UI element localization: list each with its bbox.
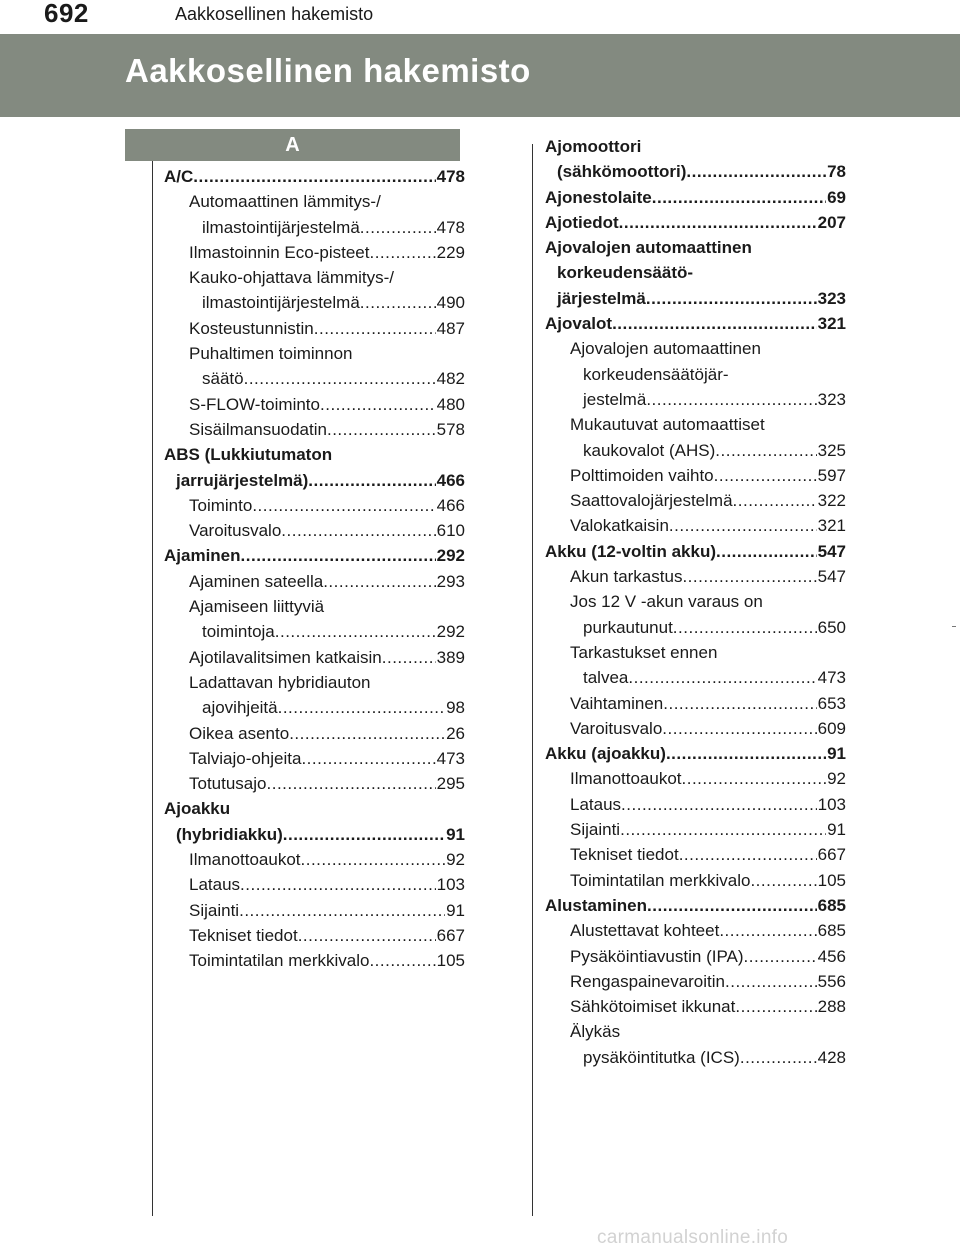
index-entry-label: Kosteustunnistin [189,318,314,338]
dot-leader [619,210,817,235]
dot-leader [621,792,817,817]
index-entry-page: 292 [436,622,465,642]
index-entry-label: Valokatkaisin [570,516,669,536]
index-entry-label: Ajoakku [164,799,231,819]
page-header [0,0,960,34]
index-column-2 [545,134,846,1070]
dot-leader [646,387,816,412]
index-entry-page: 428 [817,1047,846,1067]
dot-leader [666,741,826,766]
index-entry [545,159,846,184]
index-entry-label: Vaihtaminen [570,693,664,713]
index-entry-page: 556 [817,971,846,991]
index-entry [545,488,846,513]
index-entry-label: talvea [583,668,629,688]
index-entry-label: ABS (Lukkiutumaton [164,445,333,465]
index-entry-label: Toiminto [189,495,253,515]
index-entry [164,898,465,923]
index-entry-page: 292 [436,546,465,566]
index-entry [545,513,846,538]
index-entry [164,442,465,467]
index-entry-label: Sisäilmansuodatin [189,419,327,439]
index-entry-label: Alustettavat kohteet [570,921,720,941]
index-entry-label: Ladattavan hybridiauton [189,672,371,692]
index-entry [164,493,465,518]
index-entry [545,766,846,791]
index-entry [545,944,846,969]
index-entry-page: 91 [827,820,846,840]
dot-leader [682,564,816,589]
index-entry-label: S-FLOW-toiminto [189,394,320,414]
index-entry-label: Lataus [570,794,622,814]
dot-leader [323,569,435,594]
index-entry-page: 92 [827,769,846,789]
index-entry-page: 321 [817,516,846,536]
index-entry [545,311,846,336]
index-entry [164,771,465,796]
page-title: Aakkosellinen hakemisto [125,52,531,89]
index-entry-page: 323 [817,389,846,409]
index-entry [545,412,846,437]
index-entry-label: Ajomoottori [545,137,642,156]
index-entry [164,341,465,366]
index-entry [545,969,846,994]
index-entry-page: 466 [436,495,465,515]
index-entry [164,822,465,847]
index-entry [545,868,846,893]
index-entry-page: 92 [446,850,465,870]
index-entry [545,817,846,842]
index-entry [164,670,465,695]
index-entry [164,695,465,720]
index-entry-label: Ajamiseen liittyviä [189,597,325,617]
dot-leader [289,721,445,746]
index-entry [164,645,465,670]
index-entry-page: 91 [827,744,846,764]
index-entry-label: Alustaminen [545,895,648,915]
index-entry [545,665,846,690]
dot-leader [612,311,817,336]
index-entry [545,539,846,564]
dot-leader [267,771,436,796]
index-entry-page: 98 [446,698,465,718]
index-entry-label: Tekniset tiedot [570,845,679,865]
index-entry [164,518,465,543]
index-entry [164,619,465,644]
index-entry [164,746,465,771]
index-entry-label: purkautunut [583,617,673,637]
index-entry-label: ilmastointijärjestelmä [202,217,360,237]
index-entry [545,336,846,361]
index-entry-page: 650 [817,617,846,637]
index-entry-label: Lataus [189,875,241,895]
dot-leader [320,392,436,417]
index-entry-page: 482 [436,369,465,389]
index-entry-label: Talviajo-ohjeita [189,748,302,768]
dot-leader [382,645,436,670]
index-entry [164,594,465,619]
index-entry-label: Toimintatilan merkkivalo [570,870,751,890]
index-entry-page: 207 [817,212,846,232]
index-entry [545,286,846,311]
index-entry [164,189,465,214]
index-entry-label: Sijainti [570,820,621,840]
index-entry-label: Kauko-ohjattava lämmitys-/ [189,268,395,288]
index-entry-label: (sähkömoottori) [557,162,687,182]
index-entry-label: Pysäköintiavustin (IPA) [570,946,744,966]
index-entry-label: Ajovalot [545,314,613,334]
dot-leader [663,691,816,716]
index-entry-page: 91 [446,900,465,920]
index-entry-page: 466 [436,470,465,490]
index-entry-page: 547 [817,541,846,561]
dot-leader [360,290,436,315]
index-entry-page: 295 [436,774,465,794]
index-entry-label: Sijainti [189,900,240,920]
dot-leader [369,948,435,973]
running-title: Aakkosellinen hakemisto [175,4,374,24]
dot-leader [314,316,436,341]
index-entry-label: Ilmanottoaukot [570,769,682,789]
dot-leader [620,817,826,842]
index-entry-page: 609 [817,718,846,738]
index-entry-label: Totutusajo [189,774,267,794]
index-entry [545,185,846,210]
index-entry [164,366,465,391]
dot-leader [240,872,436,897]
dot-leader [308,468,435,493]
index-entry-label: Akku (12-voltin akku) [545,541,716,561]
index-entry [164,417,465,442]
index-entry-label: (hybridiakku) [176,824,283,844]
index-entry-label: Saattovalojärjestelmä [570,491,733,511]
column-rule-left [152,161,153,1216]
index-entry-page: 229 [436,242,465,262]
index-entry [164,721,465,746]
index-entry-label: Jos 12 V -akun varaus on [570,592,763,612]
index-entry [164,240,465,265]
dot-leader [646,286,817,311]
index-entry [164,948,465,973]
index-entry-label: Polttimoiden vaihto [570,465,714,485]
index-entry [164,543,465,568]
index-entry [545,716,846,741]
index-entry [545,564,846,589]
index-entry-page: 667 [436,925,465,945]
dot-leader [735,994,816,1019]
index-entry-label: Ilmanottoaukot [189,850,301,870]
index-entry-page: 653 [817,693,846,713]
dot-leader [740,1045,817,1070]
index-entry-page: 322 [817,491,846,511]
index-entry [545,438,846,463]
index-entry-label: Varoitusvalo [570,718,663,738]
dot-leader [714,463,817,488]
section-letter-band: A [125,129,460,161]
dot-leader [673,615,817,640]
index-entry-page: 103 [436,875,465,895]
index-entry [545,463,846,488]
dot-leader [301,746,435,771]
index-entry [164,164,465,189]
index-entry [545,691,846,716]
index-entry [545,615,846,640]
index-entry-page: 473 [436,748,465,768]
index-entry [545,792,846,817]
index-entry-page: 685 [817,921,846,941]
index-entry [164,796,465,821]
index-entry-label: säätö [202,369,244,389]
dot-leader [275,619,436,644]
index-entry-label: Ajonestolaite [545,187,652,207]
dot-leader [278,695,445,720]
index-entry [545,640,846,665]
index-entry-page: 105 [817,870,846,890]
dot-leader [733,488,817,513]
dot-leader [283,822,445,847]
index-entry-page: 487 [436,318,465,338]
index-entry-label: pysäköintitutka (ICS) [583,1047,740,1067]
index-entry-label: jarrujärjestelmä) [176,470,309,490]
index-entry [545,842,846,867]
index-entry-label: jestelmä [583,389,647,409]
dot-leader [686,159,826,184]
index-entry-label: Tekniset tiedot [189,925,298,945]
index-entry-page: 288 [817,997,846,1017]
watermark: carmanualsonline.info [597,1227,789,1248]
dot-leader [301,847,446,872]
dot-leader [360,215,436,240]
index-entry-page: 610 [436,521,465,541]
index-entry [164,847,465,872]
index-entry-label: toimintoja [202,622,275,642]
index-entry-label: Rengaspainevaroitin [570,971,725,991]
index-entry [545,1019,846,1044]
index-entry [164,872,465,897]
dot-leader [652,185,826,210]
index-entry-label: Automaattinen lämmitys-/ [189,192,381,212]
column-rule-middle [532,144,533,1216]
dot-leader [239,898,445,923]
dot-leader [669,513,817,538]
index-entry-label: Ajaminen sateella [189,571,324,591]
index-entry-label: ajovihjeitä [202,698,278,718]
index-entry-page: 78 [827,162,846,182]
index-entry-label: järjestelmä [557,288,646,308]
index-entry-label: Ajotiedot [545,212,619,232]
dot-leader [369,240,435,265]
index-entry-label: Puhaltimen toiminnon [189,344,353,364]
dot-leader [716,539,817,564]
dot-leader [628,665,816,690]
dot-leader [719,918,816,943]
index-entry [545,893,846,918]
dot-leader [679,842,817,867]
dot-leader [327,417,436,442]
index-entry-page: 325 [817,440,846,460]
index-entry-page: 456 [817,946,846,966]
index-entry-page: 69 [827,187,846,207]
index-entry-page: 478 [436,217,465,237]
index-entry [545,134,846,159]
index-column-1 [164,164,465,974]
page-number: 692 [44,0,89,28]
index-entry-page: 91 [446,824,465,844]
dot-leader [662,716,816,741]
index-entry [545,741,846,766]
index-entry-page: 490 [436,293,465,313]
index-entry-page: 547 [817,567,846,587]
dot-leader [281,518,435,543]
index-entry-page: 578 [436,419,465,439]
index-entry-label: Ajovalojen automaattinen [545,238,752,258]
index-entry [164,265,465,290]
dot-leader [682,766,827,791]
index-entry-page: 105 [436,951,465,971]
index-entry-label: kaukovalot (AHS) [583,440,716,460]
index-entry-page: 321 [817,314,846,334]
dot-leader [241,543,436,568]
index-entry-page: 293 [436,571,465,591]
index-entry [164,316,465,341]
index-entry [545,260,846,285]
index-entry-page: 473 [817,668,846,688]
index-entry-page: 26 [446,723,465,743]
index-entry-page: 667 [817,845,846,865]
index-entry [545,1045,846,1070]
edge-mark [952,626,956,627]
index-entry-page: 103 [817,794,846,814]
dot-leader [298,923,436,948]
index-entry-label: Ajovalojen automaattinen [570,339,761,359]
index-entry-label: Varoitusvalo [189,521,282,541]
index-entry-label: korkeudensäätö- [557,263,694,283]
index-entry-page: 389 [436,647,465,667]
index-entry-label: Ajaminen [164,546,241,566]
index-entry [164,215,465,240]
index-entry-page: 323 [817,288,846,308]
index-entry-page: 478 [436,167,465,186]
index-entry-label: Oikea asento [189,723,290,743]
dot-leader [715,438,816,463]
index-entry [545,589,846,614]
index-entry [545,235,846,260]
dot-leader [647,893,817,918]
index-entry-label: Ilmastoinnin Eco-pisteet [189,242,370,262]
index-entry-label: Mukautuvat automaattiset [570,415,765,435]
index-entry-label: Tarkastukset ennen [570,642,718,662]
dot-leader [725,969,817,994]
index-entry [164,468,465,493]
dot-leader [744,944,817,969]
index-entry [164,290,465,315]
index-entry [164,392,465,417]
index-entry [164,923,465,948]
index-entry-label: Akun tarkastus [570,567,683,587]
index-entry-page: 685 [817,895,846,915]
index-entry-label: A/C [164,167,194,186]
index-entry-label: Akku (ajoakku) [545,744,666,764]
index-entry-label: Älykäs [570,1022,621,1042]
dot-leader [252,493,435,518]
dot-leader [244,366,436,391]
index-entry-label: ilmastointijärjestelmä [202,293,360,313]
index-entry [545,210,846,235]
dot-leader [750,868,816,893]
index-entry [164,569,465,594]
dot-leader [193,164,435,189]
index-entry [545,918,846,943]
index-entry-label: korkeudensäätöjär- [583,364,729,384]
index-entry-label: Sähkötoimiset ikkunat [570,997,736,1017]
title-band [0,34,960,117]
index-entry [545,387,846,412]
index-entry [545,362,846,387]
index-entry [545,994,846,1019]
index-entry-page: 597 [817,465,846,485]
index-entry-page: 480 [436,394,465,414]
index-entry-label: Toimintatilan merkkivalo [189,951,370,971]
index-entry-label: Ajotilavalitsimen katkaisin [189,647,382,667]
